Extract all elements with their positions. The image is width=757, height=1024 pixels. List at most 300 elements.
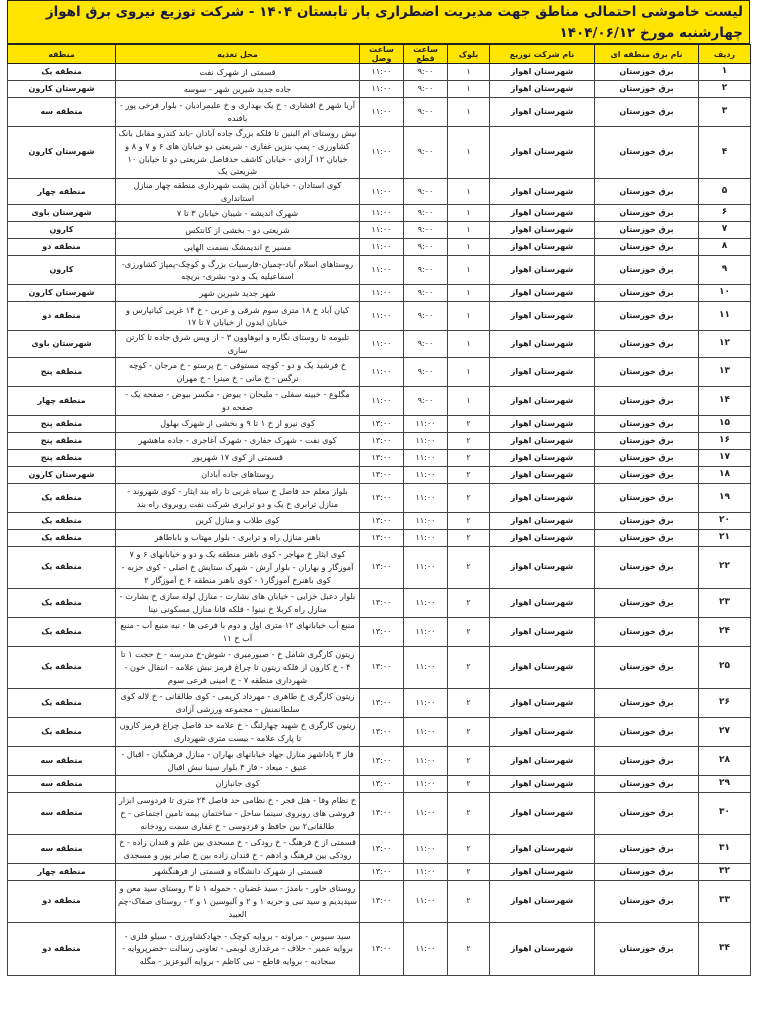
regional-company: برق خوزستان [595,466,699,483]
distribution-company: شهرستان اهواز [490,432,595,449]
regional-company: برق خوزستان [595,792,699,834]
feed-location: روستاهای جاده آبادان [116,466,360,483]
connect-time: ۱۳:۰۰ [360,432,404,449]
area-name: شهرستان کارون [8,466,116,483]
document-title [7,0,750,44]
area-name: منطقه پنج [8,357,116,386]
cut-time: ۹:۰۰ [404,205,448,222]
connect-time: ۱۳:۰۰ [360,617,404,646]
table-row [8,922,751,975]
table-row [8,646,751,688]
row-number: ۳۰ [699,792,751,834]
table-row [8,386,751,415]
distribution-company: شهرستان اهواز [490,688,595,717]
connect-time: ۱۳:۰۰ [360,880,404,922]
cut-time: ۱۱:۰۰ [404,617,448,646]
cut-time: ۱۱:۰۰ [404,646,448,688]
distribution-company: شهرستان اهواز [490,646,595,688]
distribution-company: شهرستان اهواز [490,415,595,432]
cut-time: ۱۱:۰۰ [404,792,448,834]
row-number: ۲۲ [699,546,751,588]
regional-company: برق خوزستان [595,646,699,688]
distribution-company: شهرستان اهواز [490,239,595,256]
distribution-company: شهرستان اهواز [490,205,595,222]
regional-company: برق خوزستان [595,64,699,81]
table-row [8,331,751,357]
table-row [8,466,751,483]
row-number: ۲۷ [699,717,751,746]
column-header: منطقه [8,45,116,64]
regional-company: برق خوزستان [595,717,699,746]
block-number: ۲ [448,466,490,483]
table-row [8,792,751,834]
feed-location: شهر جدید شیرین شهر [116,285,360,302]
distribution-company: شهرستان اهواز [490,357,595,386]
column-header: ساعت وصل [360,45,404,64]
row-number: ۱۰ [699,285,751,302]
cut-time: ۱۱:۰۰ [404,483,448,512]
regional-company: برق خوزستان [595,285,699,302]
area-name: منطقه یک [8,717,116,746]
distribution-company: شهرستان اهواز [490,179,595,205]
connect-time: ۱۱:۰۰ [360,285,404,302]
area-name: منطقه دو [8,239,116,256]
block-number: ۲ [448,880,490,922]
column-header: نام برق منطقه ای [595,45,699,64]
row-number: ۲۸ [699,746,751,775]
cut-time: ۱۱:۰۰ [404,863,448,880]
connect-time: ۱۱:۰۰ [360,81,404,98]
cut-time: ۱۱:۰۰ [404,834,448,863]
table-row [8,302,751,331]
row-number: ۱۵ [699,415,751,432]
feed-location: خ فرشید یک و دو - کوچه مستوفی - خ پرستو - خ مرجان - کوچه نرگس - خ مانی - خ مینرا - خ مهران [116,357,360,386]
table-row [8,64,751,81]
table-body [8,64,751,976]
regional-company: برق خوزستان [595,127,699,179]
regional-company: برق خوزستان [595,512,699,529]
row-number: ۱۳ [699,357,751,386]
row-number: ۲۱ [699,529,751,546]
block-number: ۱ [448,256,490,285]
distribution-company: شهرستان اهواز [490,880,595,922]
cut-time: ۹:۰۰ [404,179,448,205]
connect-time: ۱۳:۰۰ [360,863,404,880]
row-number: ۳۲ [699,863,751,880]
block-number: ۲ [448,922,490,975]
block-number: ۱ [448,179,490,205]
connect-time: ۱۱:۰۰ [360,239,404,256]
area-name: منطقه دو [8,302,116,331]
table-row [8,863,751,880]
block-number: ۱ [448,331,490,357]
row-number: ۱۶ [699,432,751,449]
regional-company: برق خوزستان [595,483,699,512]
row-number: ۱۲ [699,331,751,357]
feed-location: کوی ایثار خ مهاجر - کوی باهنر منطقه یک و دو و خیابانهای ۶ و ۷ آموزگار و بهاران - بلوار آرش - شهرک ستایش خ اصلی - کوی حزبه - کوی باهنرخ آموزگار۱ - کوی باهنر منطقه ۶ خ آموزگار ۲ [116,546,360,588]
feed-location: شریعتی دو - بخشی از کانتکس [116,222,360,239]
regional-company: برق خوزستان [595,863,699,880]
cut-time: ۱۱:۰۰ [404,717,448,746]
feed-location: کوی جانبازان [116,775,360,792]
connect-time: ۱۳:۰۰ [360,588,404,617]
table-row [8,746,751,775]
area-name: شهرستان باوی [8,331,116,357]
block-number: ۲ [448,688,490,717]
cut-time: ۱۱:۰۰ [404,746,448,775]
connect-time: ۱۳:۰۰ [360,922,404,975]
connect-time: ۱۱:۰۰ [360,302,404,331]
feed-location: روستاهای اسلام آباد-چمیان-فارسیات بزرگ و کوچک-پمپاژ کشاورزی-اسماعیلیه یک و دو- بشری- بریچه [116,256,360,285]
table-row [8,432,751,449]
table-row [8,205,751,222]
distribution-company: شهرستان اهواز [490,834,595,863]
distribution-company: شهرستان اهواز [490,302,595,331]
distribution-company: شهرستان اهواز [490,127,595,179]
table-row [8,449,751,466]
table-row [8,880,751,922]
feed-location: قسمتی از شهرک نفت [116,64,360,81]
regional-company: برق خوزستان [595,617,699,646]
table-row [8,357,751,386]
table-row [8,127,751,179]
area-name: کارون [8,256,116,285]
block-number: ۲ [448,483,490,512]
block-number: ۱ [448,302,490,331]
regional-company: برق خوزستان [595,302,699,331]
cut-time: ۱۱:۰۰ [404,688,448,717]
distribution-company: شهرستان اهواز [490,449,595,466]
column-header: نام شرکت توزیع [490,45,595,64]
feed-location: بلوار معلم حد فاصل خ سیاه غربی تا راه بند ایثار - کوی شهروند - منازل ترابری خ یک و دو ترابری شرکت نفت روبروی راه بند [116,483,360,512]
regional-company: برق خوزستان [595,256,699,285]
feed-location: بلوار دعبل خزایی - خیابان های بشارت - منازل لوله سازی خ بشارت - منازل راه کربلا خ نینوا - فلکه قانا منازل مسکونی نینا [116,588,360,617]
feed-location: خ نظام وفا - هتل فجر - خ نظامی حد فاصل ۲۴ متری تا فردوسی ابزار فروشی های روبروی سینما ساحل - ساختمان بیمه تامین اجتماعی - خ طالقانی۲ بین حافظ و فردوسی - خ غفاری سمت رودخانه [116,792,360,834]
distribution-company: شهرستان اهواز [490,483,595,512]
feed-location: زیتون کارگری خ طاهری - مهرداد کریمی - کوی طالقانی - خ لاله کوی سلطانمنش - مجموعه ورزشی آزادی [116,688,360,717]
feed-location: مگلوع - خبینه سفلی - ملیحان - بیوض - مکسر بیوض - صفحه یک - صفحه دو [116,386,360,415]
row-number: ۱ [699,64,751,81]
cut-time: ۱۱:۰۰ [404,466,448,483]
cut-time: ۹:۰۰ [404,81,448,98]
connect-time: ۱۱:۰۰ [360,386,404,415]
row-number: ۱۸ [699,466,751,483]
distribution-company: شهرستان اهواز [490,588,595,617]
cut-time: ۱۱:۰۰ [404,415,448,432]
connect-time: ۱۱:۰۰ [360,205,404,222]
connect-time: ۱۳:۰۰ [360,746,404,775]
connect-time: ۱۳:۰۰ [360,717,404,746]
distribution-company: شهرستان اهواز [490,285,595,302]
regional-company: برق خوزستان [595,922,699,975]
regional-company: برق خوزستان [595,81,699,98]
column-header: ردیف [699,45,751,64]
connect-time: ۱۳:۰۰ [360,466,404,483]
column-header: محل تغذیه [116,45,360,64]
connect-time: ۱۳:۰۰ [360,834,404,863]
area-name: منطقه یک [8,64,116,81]
table-row [8,717,751,746]
row-number: ۶ [699,205,751,222]
connect-time: ۱۱:۰۰ [360,222,404,239]
regional-company: برق خوزستان [595,386,699,415]
cut-time: ۱۱:۰۰ [404,449,448,466]
date-line: چهارشنبه مورخ ۱۴۰۴/۰۶/۱۲ [559,25,743,41]
connect-time: ۱۳:۰۰ [360,483,404,512]
table-row [8,546,751,588]
regional-company: برق خوزستان [595,775,699,792]
area-name: منطقه یک [8,646,116,688]
feed-location: فاز ۳ پاداشهر منازل جهاد خیابانهای بهاران - منازل فرهنگیان - اقبال - عتیق - میعاد - فاز ۳ بلوار سینا نبش اقبال [116,746,360,775]
row-number: ۳۴ [699,922,751,975]
table-row [8,256,751,285]
table-row [8,415,751,432]
connect-time: ۱۳:۰۰ [360,529,404,546]
feed-location: مسیر ج اندیمشک بسمت الهایی [116,239,360,256]
area-name: شهرستان کارون [8,285,116,302]
feed-location: قسمتی از شهرک دانشگاه و قسمتی از فرهنگشهر [116,863,360,880]
block-number: ۲ [448,717,490,746]
distribution-company: شهرستان اهواز [490,775,595,792]
table-header-row [8,45,751,64]
area-name: منطقه سه [8,792,116,834]
regional-company: برق خوزستان [595,546,699,588]
column-header: ساعت قطع [404,45,448,64]
feed-location: شهرک اندیشه - شیبان خیابان ۳ تا ۷ [116,205,360,222]
distribution-company: شهرستان اهواز [490,863,595,880]
regional-company: برق خوزستان [595,357,699,386]
row-number: ۲۳ [699,588,751,617]
block-number: ۲ [448,432,490,449]
table-row [8,775,751,792]
row-number: ۱۴ [699,386,751,415]
feed-location: باهنر منازل راه و ترابری - بلوار مهتاب و باباطاهر [116,529,360,546]
table-row [8,588,751,617]
area-name: منطقه سه [8,746,116,775]
distribution-company: شهرستان اهواز [490,222,595,239]
table-row [8,529,751,546]
area-name: منطقه چهار [8,863,116,880]
distribution-company: شهرستان اهواز [490,529,595,546]
distribution-company: شهرستان اهواز [490,546,595,588]
area-name: منطقه یک [8,529,116,546]
regional-company: برق خوزستان [595,205,699,222]
block-number: ۱ [448,239,490,256]
column-header: بلوک [448,45,490,64]
cut-time: ۹:۰۰ [404,256,448,285]
area-name: کارون [8,222,116,239]
row-number: ۲۹ [699,775,751,792]
cut-time: ۹:۰۰ [404,386,448,415]
regional-company: برق خوزستان [595,588,699,617]
block-number: ۲ [448,863,490,880]
outage-table [7,44,751,976]
regional-company: برق خوزستان [595,239,699,256]
regional-company: برق خوزستان [595,432,699,449]
table-row [8,688,751,717]
feed-location: کوی نفت - شهرک حفاری - شهرک آغاجری - جاده ماهشهر [116,432,360,449]
connect-time: ۱۱:۰۰ [360,256,404,285]
area-name: منطقه چهار [8,386,116,415]
regional-company: برق خوزستان [595,529,699,546]
feed-location: کوی طلاب و منازل کرین [116,512,360,529]
cut-time: ۹:۰۰ [404,357,448,386]
area-name: منطقه یک [8,688,116,717]
row-number: ۸ [699,239,751,256]
feed-location: قسمتی از کوی ۱۷ شهریور [116,449,360,466]
distribution-company: شهرستان اهواز [490,792,595,834]
table-row [8,179,751,205]
cut-time: ۹:۰۰ [404,127,448,179]
cut-time: ۹:۰۰ [404,98,448,127]
regional-company: برق خوزستان [595,746,699,775]
distribution-company: شهرستان اهواز [490,617,595,646]
cut-time: ۹:۰۰ [404,222,448,239]
row-number: ۲ [699,81,751,98]
feed-location: تلبومه تا روستای نگاره و ابوهاوون ۳ - از ویس شرق جاده تا کارتن سازی [116,331,360,357]
connect-time: ۱۱:۰۰ [360,357,404,386]
connect-time: ۱۳:۰۰ [360,688,404,717]
title-line: لیست خاموشی احتمالی مناطق جهت مدیریت اضطراری بار تابستان ۱۴۰۴ - شرکت توزیع نیروی برق اهواز [45,4,743,20]
table-row [8,512,751,529]
row-number: ۳۱ [699,834,751,863]
distribution-company: شهرستان اهواز [490,64,595,81]
cut-time: ۹:۰۰ [404,331,448,357]
row-number: ۹ [699,256,751,285]
block-number: ۲ [448,617,490,646]
area-name: منطقه یک [8,617,116,646]
area-name: منطقه یک [8,546,116,588]
regional-company: برق خوزستان [595,179,699,205]
area-name: منطقه پنج [8,432,116,449]
regional-company: برق خوزستان [595,222,699,239]
block-number: ۱ [448,205,490,222]
area-name: منطقه سه [8,834,116,863]
feed-location: منبع آب خیابانهای ۱۲ متری اول و دوم با فرعی ها - نبه منبع آب - منبع آب خ ۱۱ [116,617,360,646]
cut-time: ۹:۰۰ [404,239,448,256]
document-page [7,0,750,976]
feed-location: نیش روستای ام البنین تا فلکه بزرگ جاده آبادان -باند کندرو مقابل بانک کشاورزی - پمپ بنزین غفاری - شریعتی دو خیابان های ۶ و ۷ و ۸ و خیابان ۱۲ آزادی - خیابان کاشف حدفاصل شریعتی دو تا خیابان ۱۰ شریعتی یک [116,127,360,179]
block-number: ۱ [448,386,490,415]
block-number: ۱ [448,98,490,127]
regional-company: برق خوزستان [595,688,699,717]
distribution-company: شهرستان اهواز [490,466,595,483]
regional-company: برق خوزستان [595,834,699,863]
connect-time: ۱۳:۰۰ [360,546,404,588]
connect-time: ۱۱:۰۰ [360,127,404,179]
cut-time: ۱۱:۰۰ [404,775,448,792]
block-number: ۲ [448,588,490,617]
distribution-company: شهرستان اهواز [490,922,595,975]
area-name: منطقه دو [8,880,116,922]
area-name: شهرستان کارون [8,81,116,98]
feed-location: زیتون کارگری شامل خ - صبورمیری - شوش-خ مدرسه - خ حجت ۱ تا ۴ - خ کارون از فلکه زیتون تا چراغ قرمز نبش علامه - انتقال خون - شهرداری منطقه ۷ - خ امینی فرعی سوم [116,646,360,688]
block-number: ۲ [448,746,490,775]
block-number: ۲ [448,792,490,834]
block-number: ۲ [448,646,490,688]
block-number: ۲ [448,834,490,863]
area-name: منطقه چهار [8,179,116,205]
connect-time: ۱۱:۰۰ [360,179,404,205]
area-name: منطقه پنج [8,449,116,466]
area-name: شهرستان کارون [8,127,116,179]
area-name: منطقه سه [8,98,116,127]
distribution-company: شهرستان اهواز [490,512,595,529]
connect-time: ۱۳:۰۰ [360,449,404,466]
block-number: ۱ [448,81,490,98]
regional-company: برق خوزستان [595,98,699,127]
row-number: ۱۹ [699,483,751,512]
cut-time: ۹:۰۰ [404,285,448,302]
block-number: ۱ [448,285,490,302]
area-name: شهرستان باوی [8,205,116,222]
area-name: منطقه پنج [8,415,116,432]
row-number: ۱۷ [699,449,751,466]
row-number: ۴ [699,127,751,179]
cut-time: ۱۱:۰۰ [404,588,448,617]
table-row [8,617,751,646]
row-number: ۲۰ [699,512,751,529]
regional-company: برق خوزستان [595,449,699,466]
cut-time: ۱۱:۰۰ [404,512,448,529]
cut-time: ۱۱:۰۰ [404,922,448,975]
row-number: ۳۳ [699,880,751,922]
area-name: منطقه سه [8,775,116,792]
block-number: ۱ [448,222,490,239]
feed-location: کوی استادان - خیابان آذین پشت شهرداری منطقه چهار منازل استانداری [116,179,360,205]
block-number: ۲ [448,415,490,432]
cut-time: ۹:۰۰ [404,302,448,331]
block-number: ۲ [448,546,490,588]
cut-time: ۱۱:۰۰ [404,880,448,922]
distribution-company: شهرستان اهواز [490,256,595,285]
connect-time: ۱۳:۰۰ [360,415,404,432]
table-row [8,483,751,512]
table-row [8,285,751,302]
distribution-company: شهرستان اهواز [490,331,595,357]
connect-time: ۱۱:۰۰ [360,331,404,357]
feed-location: سید سیوس - مراونه - بروایه کوچک - جهادکشاورزی - سیلو فلزی - بروایه عمیر - حلاف - مرغداری لوبمی - تعاونی رسالت -خضرپروایه - سجادیه - بروایه قاطع - نبی کاظم - بروایه آلبوعزیز - مگله [116,922,360,975]
block-number: ۲ [448,512,490,529]
block-number: ۲ [448,449,490,466]
connect-time: ۱۳:۰۰ [360,775,404,792]
area-name: منطقه یک [8,588,116,617]
connect-time: ۱۱:۰۰ [360,64,404,81]
feed-location: کیان آباد خ ۱۸ متری سوم شرقی و غربی - خ ۱۴ غربی کیانپارس و خیابان ایدون از خیابان ۷ تا ۱۷ [116,302,360,331]
block-number: ۱ [448,64,490,81]
connect-time: ۱۳:۰۰ [360,512,404,529]
row-number: ۲۵ [699,646,751,688]
distribution-company: شهرستان اهواز [490,746,595,775]
cut-time: ۱۱:۰۰ [404,529,448,546]
feed-location: جاده جدید شیرین شهر - سوسه [116,81,360,98]
table-row [8,239,751,256]
area-name: منطقه دو [8,922,116,975]
row-number: ۷ [699,222,751,239]
block-number: ۲ [448,775,490,792]
row-number: ۲۶ [699,688,751,717]
table-row [8,834,751,863]
table-row [8,81,751,98]
connect-time: ۱۱:۰۰ [360,98,404,127]
cut-time: ۱۱:۰۰ [404,546,448,588]
row-number: ۲۴ [699,617,751,646]
distribution-company: شهرستان اهواز [490,81,595,98]
cut-time: ۹:۰۰ [404,64,448,81]
feed-location: قسمتی از خ فرهنگ - خ رودکی - خ مسجدی بین علم و قندان زاده - خ رودکی بین فرهنگ و ادهم - خ قندان زاده بین خ صابر پور و مسجدی [116,834,360,863]
feed-location: کوی نیرو از خ ۱ تا ۹ و بخشی از شهرک بهلول [116,415,360,432]
block-number: ۲ [448,529,490,546]
